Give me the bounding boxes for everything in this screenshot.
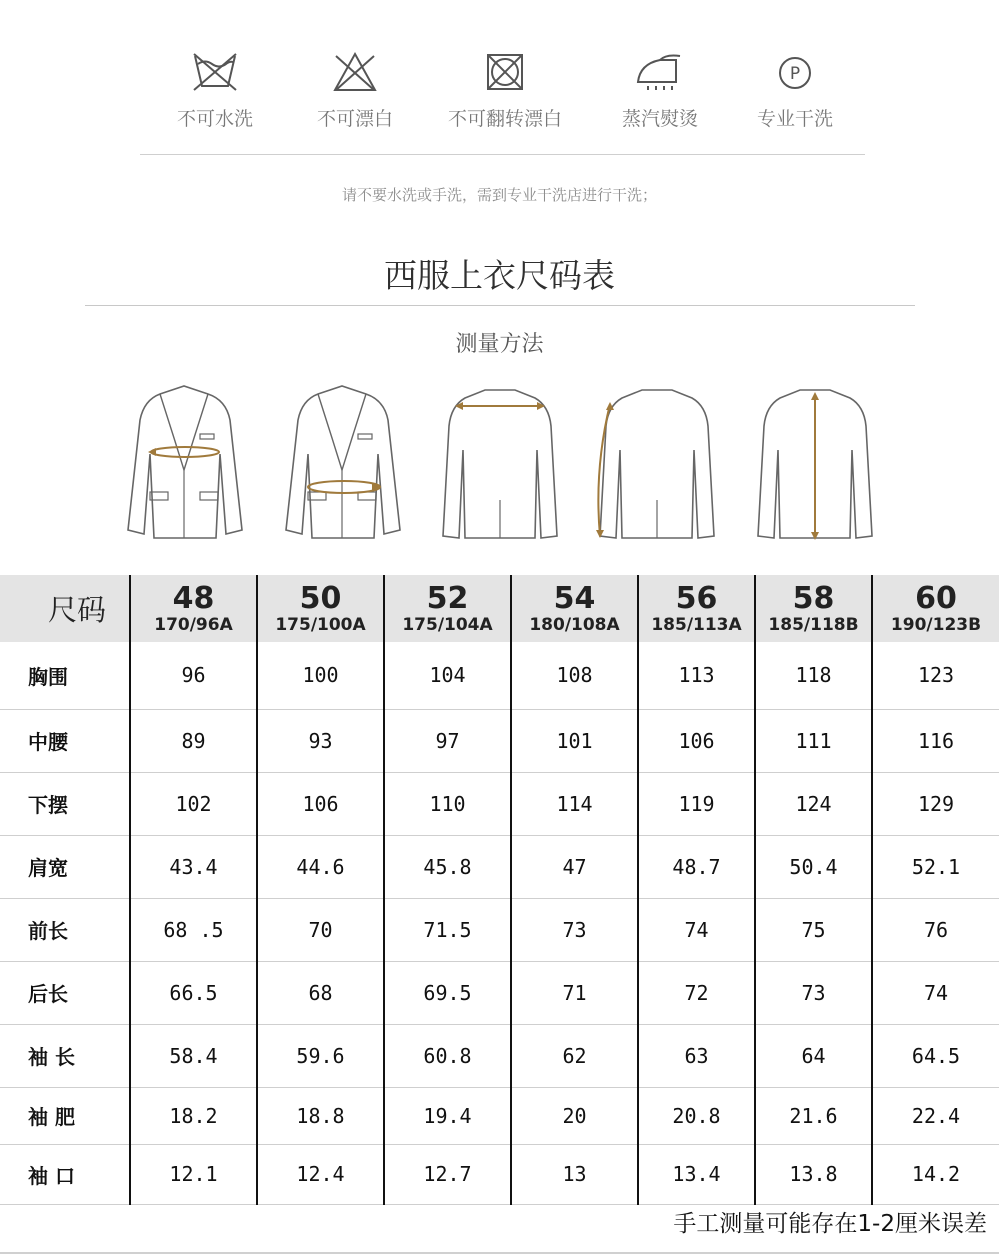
table-cell: 106 [257, 772, 384, 835]
size-number: 50 [299, 580, 342, 616]
no-wash-icon [190, 50, 240, 94]
table-cell: 73 [511, 898, 638, 961]
table-cell: 44.6 [257, 835, 384, 898]
table-cell: 45.8 [384, 835, 511, 898]
table-cell: 22.4 [872, 1087, 999, 1144]
size-col-58 [755, 575, 872, 642]
size-table [0, 575, 999, 1205]
table-cell: 19.4 [384, 1087, 511, 1144]
table-cell: 68 [257, 961, 384, 1024]
table-row [0, 1087, 999, 1144]
table-cell: 63 [638, 1024, 755, 1087]
size-number: 54 [553, 580, 596, 616]
table-cell: 106 [638, 709, 755, 772]
size-col-52 [384, 575, 511, 642]
table-cell: 73 [755, 961, 872, 1024]
table-cell: 14.2 [872, 1144, 999, 1204]
care-item-no-wash [140, 50, 290, 131]
table-cell: 13.4 [638, 1144, 755, 1204]
page-title: 西服上衣尺码表 [384, 256, 615, 295]
waist-measure-figure [278, 380, 408, 550]
table-cell: 93 [257, 709, 384, 772]
table-cell: 72 [638, 961, 755, 1024]
table-cell: 70 [257, 898, 384, 961]
dry-clean-symbol: P [789, 64, 801, 84]
chest-measure-figure [120, 380, 250, 550]
size-col-48 [130, 575, 257, 642]
size-spec: 185/118B [768, 614, 859, 635]
care-instructions [140, 50, 865, 140]
size-number: 56 [675, 580, 718, 616]
size-col-56 [638, 575, 755, 642]
table-cell: 114 [511, 772, 638, 835]
table-cell: 47 [511, 835, 638, 898]
care-item-steam-iron [585, 50, 735, 131]
care-item-no-tumble-bleach [430, 50, 580, 131]
table-cell: 104 [384, 642, 511, 709]
table-cell: 20.8 [638, 1087, 755, 1144]
table-row [0, 642, 999, 709]
size-number: 60 [915, 580, 957, 616]
table-cell: 12.1 [130, 1144, 257, 1204]
table-cell: 64 [755, 1024, 872, 1087]
size-corner-label: 尺码 [48, 593, 107, 627]
table-cell: 13.8 [755, 1144, 872, 1204]
size-spec: 180/108A [529, 614, 620, 635]
care-label: 蒸汽熨烫 [621, 108, 698, 130]
care-item-dry-clean [720, 50, 870, 131]
table-header-row [0, 575, 999, 642]
table-cell: 48.7 [638, 835, 755, 898]
table-cell: 13 [511, 1144, 638, 1204]
professional-dry-clean-icon [770, 50, 820, 94]
table-cell: 21.6 [755, 1087, 872, 1144]
table-cell: 74 [872, 961, 999, 1024]
care-label: 不可翻转漂白 [447, 108, 562, 130]
care-label: 不可水洗 [176, 108, 253, 130]
table-cell: 18.8 [257, 1087, 384, 1144]
table-row [0, 835, 999, 898]
table-row [0, 961, 999, 1024]
row-label: 下摆 [28, 793, 68, 817]
table-cell: 108 [511, 642, 638, 709]
no-tumble-bleach-icon [480, 50, 530, 94]
table-cell: 71 [511, 961, 638, 1024]
no-bleach-icon [330, 50, 380, 94]
measure-method-heading: 测量方法 [455, 332, 544, 357]
table-cell: 97 [384, 709, 511, 772]
size-spec: 170/96A [154, 614, 233, 635]
size-spec: 175/100A [275, 614, 366, 635]
table-cell: 20 [511, 1087, 638, 1144]
table-cell: 60.8 [384, 1024, 511, 1087]
table-cell: 101 [511, 709, 638, 772]
table-row [0, 898, 999, 961]
table-cell: 116 [872, 709, 999, 772]
table-cell: 102 [130, 772, 257, 835]
back-length-figure [750, 380, 880, 550]
title-divider [85, 305, 915, 306]
table-cell: 52.1 [872, 835, 999, 898]
row-label: 中腰 [28, 730, 68, 754]
measure-figures [0, 380, 999, 550]
divider [140, 154, 865, 155]
table-row [0, 1024, 999, 1087]
measurement-error-note: 手工测量可能存在1-2厘米误差 [673, 1211, 987, 1237]
table-cell: 113 [638, 642, 755, 709]
table-cell: 75 [755, 898, 872, 961]
shoulder-measure-figure [435, 380, 565, 550]
table-cell: 111 [755, 709, 872, 772]
table-cell: 69.5 [384, 961, 511, 1024]
size-number: 48 [172, 580, 215, 616]
table-cell: 12.7 [384, 1144, 511, 1204]
size-number: 52 [426, 580, 469, 616]
table-row [0, 709, 999, 772]
care-label: 专业干洗 [756, 108, 833, 130]
row-label: 袖 长 [28, 1045, 75, 1069]
table-cell: 119 [638, 772, 755, 835]
table-cell: 58.4 [130, 1024, 257, 1087]
size-number: 58 [792, 580, 835, 616]
table-cell: 18.2 [130, 1087, 257, 1144]
table-cell: 68 .5 [130, 898, 257, 961]
table-cell: 96 [130, 642, 257, 709]
row-label: 胸围 [28, 664, 68, 689]
size-col-60 [872, 575, 999, 642]
table-row [0, 772, 999, 835]
care-item-no-bleach [280, 50, 430, 131]
table-cell: 59.6 [257, 1024, 384, 1087]
size-col-50 [257, 575, 384, 642]
row-label: 袖 口 [28, 1163, 75, 1188]
table-cell: 123 [872, 642, 999, 709]
size-spec: 175/104A [402, 614, 493, 635]
table-row [0, 1144, 999, 1204]
size-spec: 190/123B [890, 614, 982, 635]
table-cell: 89 [130, 709, 257, 772]
steam-iron-icon [630, 50, 690, 94]
table-cell: 124 [755, 772, 872, 835]
table-cell: 66.5 [130, 961, 257, 1024]
care-note: 请不要水洗或手洗，需到专业干洗店进行干洗； [341, 186, 657, 204]
table-cell: 76 [872, 898, 999, 961]
table-cell: 118 [755, 642, 872, 709]
size-spec: 185/113A [651, 614, 742, 635]
row-label: 袖 肥 [28, 1105, 75, 1129]
row-label: 后长 [28, 982, 68, 1006]
table-cell: 43.4 [130, 835, 257, 898]
table-cell: 64.5 [872, 1024, 999, 1087]
front-length-figure [592, 380, 722, 550]
table-cell: 62 [511, 1024, 638, 1087]
table-cell: 12.4 [257, 1144, 384, 1204]
table-cell: 50.4 [755, 835, 872, 898]
row-label: 肩宽 [28, 856, 68, 880]
table-cell: 74 [638, 898, 755, 961]
row-label: 前长 [28, 919, 68, 943]
table-cell: 71.5 [384, 898, 511, 961]
care-label: 不可漂白 [316, 108, 393, 130]
size-col-54 [511, 575, 638, 642]
bottom-divider [0, 1252, 999, 1254]
table-cell: 110 [384, 772, 511, 835]
table-cell: 100 [257, 642, 384, 709]
table-cell: 129 [872, 772, 999, 835]
